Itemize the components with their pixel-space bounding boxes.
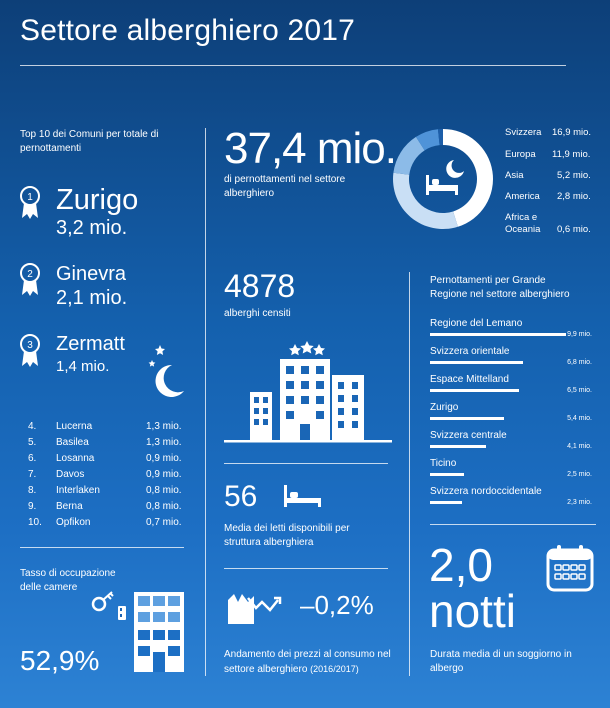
legend-item: Asia xyxy=(505,170,524,181)
overnights-label: di pernottamenti nel settore alberghiero xyxy=(224,174,346,199)
medal-rank: 2 xyxy=(27,269,33,280)
price-trend-icon xyxy=(224,588,282,628)
hotels-label: alberghi censiti xyxy=(224,308,291,319)
prices-note: (2016/2017) xyxy=(310,664,359,674)
list-item: 7. Davos 0,9 mio. xyxy=(28,469,182,480)
column-divider-1 xyxy=(205,128,206,676)
moon-stars-icon xyxy=(146,343,190,399)
calendar-icon xyxy=(546,544,594,592)
region-bar xyxy=(430,445,486,448)
list-item: 8. Interlaken 0,8 mio. xyxy=(28,485,182,496)
medal-icon xyxy=(18,185,42,221)
building-icon xyxy=(134,592,186,672)
region-label: Zurigo xyxy=(430,402,459,413)
podium-city: Zurigo xyxy=(56,184,139,216)
region-bar xyxy=(430,417,504,420)
region-value: 4,1 mio. xyxy=(567,443,592,450)
regions-heading: Pernottamenti per Grande Regione nel settore alberghiero xyxy=(430,275,570,300)
legend-item: Svizzera xyxy=(505,127,542,138)
stay-value: 2,0 xyxy=(429,539,493,591)
legend-value: 11,9 mio. xyxy=(552,149,591,160)
beds-value: 56 xyxy=(224,480,258,513)
legend-value: 0,6 mio. xyxy=(557,224,591,235)
podium-value: 2,1 mio. xyxy=(56,287,128,309)
legend-value: 16,9 mio. xyxy=(552,127,592,138)
medal-rank: 1 xyxy=(27,192,33,203)
title-divider xyxy=(20,65,566,66)
middle-divider-2 xyxy=(224,568,388,569)
bed-icon xyxy=(283,483,323,509)
hotel-skyline-icon xyxy=(224,340,392,444)
legend-value: 5,2 mio. xyxy=(557,170,591,181)
podium-value: 3,2 mio. xyxy=(56,217,128,239)
region-value: 6,8 mio. xyxy=(567,359,592,366)
medal-icon xyxy=(18,333,42,369)
region-bar xyxy=(430,501,462,504)
stay-unit: notti xyxy=(429,585,516,637)
hotels-value: 4878 xyxy=(224,268,296,304)
region-value: 5,4 mio. xyxy=(567,415,592,422)
region-value: 2,5 mio. xyxy=(567,471,592,478)
list-item: 5. Basilea 1,3 mio. xyxy=(28,437,182,448)
podium-city: Ginevra xyxy=(56,263,127,285)
overnights-value: 37,4 mio. xyxy=(224,124,396,173)
bed-moon-icon xyxy=(424,157,466,197)
beds-label: Media dei letti disponibili per struttura alberghiera xyxy=(224,523,350,548)
top10-heading: Top 10 dei Comuni per totale di pernottamenti xyxy=(20,129,159,154)
left-divider xyxy=(20,547,184,548)
legend-value: 2,8 mio. xyxy=(557,191,591,202)
right-divider xyxy=(430,524,596,525)
occupancy-label: Tasso di occupazione delle camere xyxy=(20,568,116,593)
medal-rank: 3 xyxy=(27,340,33,351)
region-label: Regione del Lemano xyxy=(430,318,523,329)
region-value: 6,5 mio. xyxy=(567,387,592,394)
column-divider-2 xyxy=(409,272,410,676)
region-label: Svizzera orientale xyxy=(430,346,510,357)
region-bar xyxy=(430,389,519,392)
region-value: 2,3 mio. xyxy=(567,499,592,506)
region-value: 9,9 mio. xyxy=(567,331,592,338)
keys-icon xyxy=(90,590,128,626)
region-label: Ticino xyxy=(430,458,457,469)
podium-city: Zermatt xyxy=(56,333,125,355)
region-label: Espace Mittelland xyxy=(430,374,509,385)
medal-icon xyxy=(18,262,42,298)
middle-divider-1 xyxy=(224,463,388,464)
podium-value: 1,4 mio. xyxy=(56,358,110,375)
prices-label: Andamento dei prezzi al consumo nel settore alberghiero (2016/2017) xyxy=(224,649,391,675)
legend-item: Europa xyxy=(505,149,536,160)
list-item: 10. Opfikon 0,7 mio. xyxy=(28,517,182,528)
legend-item: America xyxy=(505,191,540,202)
occupancy-value: 52,9% xyxy=(20,645,100,676)
stay-label: Durata media di un soggiorno in albergo xyxy=(430,649,572,674)
region-bar xyxy=(430,473,464,476)
region-label: Svizzera nordoccidentale xyxy=(430,486,542,497)
prices-value: –0,2% xyxy=(300,590,374,620)
list-item: 9. Berna 0,8 mio. xyxy=(28,501,182,512)
region-bar xyxy=(430,361,523,364)
page-title: Settore alberghiero 2017 xyxy=(20,14,356,47)
list-item: 6. Losanna 0,9 mio. xyxy=(28,453,182,464)
legend-item: Africa e Oceania xyxy=(505,212,541,235)
list-item: 4. Lucerna 1,3 mio. xyxy=(28,421,182,432)
region-label: Svizzera centrale xyxy=(430,430,507,441)
